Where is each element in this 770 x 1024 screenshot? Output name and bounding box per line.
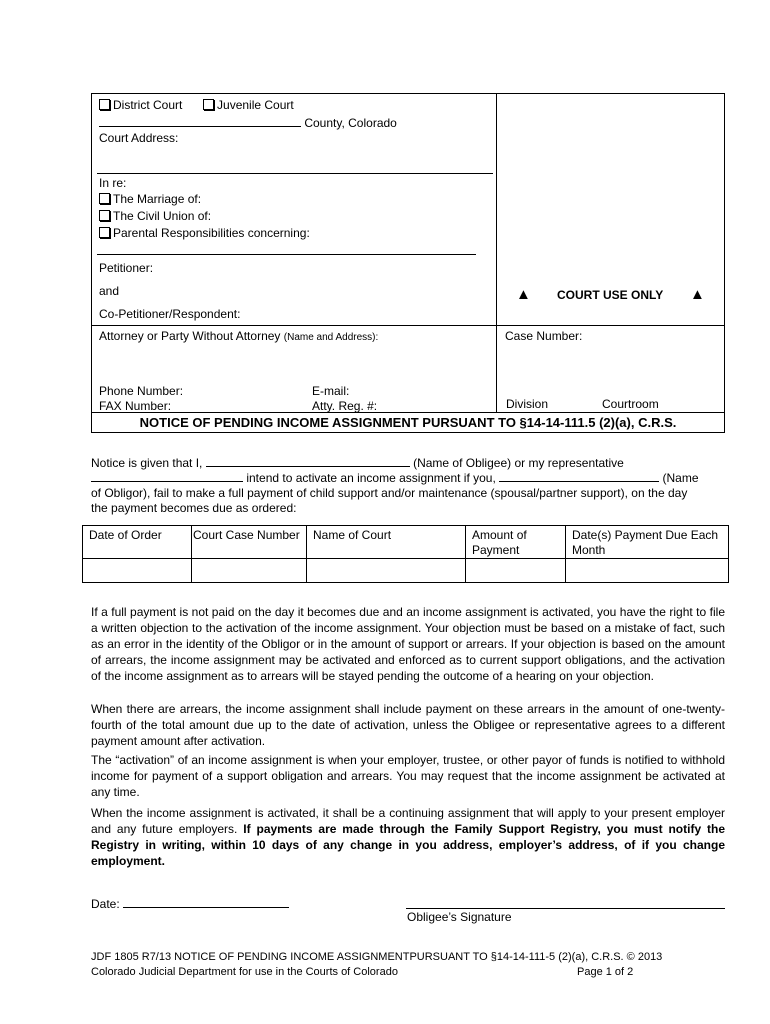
- county-label: County, Colorado: [304, 116, 397, 130]
- marriage-label: The Marriage of:: [113, 192, 202, 206]
- county-row: [99, 115, 397, 130]
- county-field[interactable]: [99, 115, 301, 127]
- court-address-underline: [97, 173, 493, 174]
- juvenile-court-label: Juvenile Court: [217, 98, 294, 112]
- cell-name-of-court[interactable]: [307, 559, 466, 583]
- civil-union-checkbox[interactable]: [99, 210, 110, 221]
- footer-page-number: Page 1 of 2: [577, 966, 634, 978]
- in-re-label: In re:: [99, 176, 127, 190]
- cell-payment-due[interactable]: [566, 559, 729, 583]
- civil-union-label: The Civil Union of:: [113, 209, 212, 223]
- activation-paragraph: The “activation” of an income assignment is when your employer, trustee, or other payor of funds is notified to withhold income for payment of a support obligation and arrears. You may request that the income assignment be activated at any time.: [91, 753, 725, 799]
- footer-department: Colorado Judicial Department for use in the Courts of Colorado: [91, 966, 398, 978]
- arrow-up-icon: ▲: [516, 286, 531, 303]
- notice-text-3: intend to activate an income assignment if you,: [246, 471, 496, 485]
- fax-label: FAX Number:: [99, 399, 172, 413]
- division-label: Division: [506, 397, 549, 411]
- atty-reg-label: Atty. Reg. #:: [312, 399, 378, 413]
- caption-right-border: [724, 93, 725, 433]
- court-address-label: Court Address:: [99, 131, 179, 145]
- cell-date-of-order[interactable]: [83, 559, 192, 583]
- footer-form-id: JDF 1805 R7/13 NOTICE OF PENDING INCOME ASSIGNMENTPURSUANT TO §14-14-111-5 (2)(a), C.R.S. © 2013: [91, 951, 663, 963]
- juvenile-court-checkbox[interactable]: [203, 99, 214, 110]
- header-court-case-number: Court Case Number: [192, 526, 307, 559]
- arrow-up-icon: ▲: [690, 286, 705, 303]
- attorney-label: Attorney or Party Without Attorney: [99, 329, 281, 343]
- registry-notice-text: If payments are made through the Family Support Registry, you must notify the Registry in writing, within 10 days of any change in you address, employer’s address, of if you change employment.: [91, 822, 726, 868]
- marriage-checkbox[interactable]: [99, 193, 110, 204]
- court-type-row: [99, 98, 294, 112]
- district-court-label: District Court: [113, 98, 183, 112]
- notice-line-2: [91, 470, 699, 486]
- table-row: [83, 559, 729, 583]
- civil-union-row: [99, 209, 211, 223]
- parties-underline: [97, 254, 476, 255]
- case-number-label: Case Number:: [505, 329, 583, 343]
- caption-row-line: [91, 325, 725, 326]
- court-use-only: COURT USE ONLY: [557, 288, 664, 302]
- petitioner-label: Petitioner:: [99, 261, 154, 275]
- caption-divider: [496, 93, 497, 412]
- notice-line-3: of Obligor), fail to make a full payment of child support and/or maintenance (spousal/partner support), on the day: [91, 486, 688, 500]
- objection-paragraph: If a full payment is not paid on the day it becomes due and an income assignment is activated, you have the right to file a written objection to the activation of the income assignment. Your objection must be based on a mistake of fact, such as an error in the identity of the Obligor or in the amount of support or arrears. If your objection is based on the amount of arrears, the income assignment may be activated and enforced as to current support obligations, and the activation of the income assignment as to arrears will be stayed pending the outcome of a hearing on your objection.: [91, 605, 725, 683]
- continuing-text: When the income assignment is activated, it shall be a continuing assignment that will apply to your present employer and any future employers.: [91, 806, 725, 836]
- attorney-row: [99, 329, 378, 343]
- marriage-row: [99, 192, 201, 206]
- phone-label: Phone Number:: [99, 384, 184, 398]
- notice-text-1: Notice is given that I,: [91, 456, 203, 470]
- document-title: NOTICE OF PENDING INCOME ASSIGNMENT PURSUANT TO §14-14-111.5 (2)(a), C.R.S.: [139, 415, 677, 430]
- district-court-checkbox[interactable]: [99, 99, 110, 110]
- caption-bottom-border: [91, 432, 725, 433]
- parental-row: [99, 226, 310, 240]
- caption-top-border: [91, 93, 725, 94]
- notice-line-4: the payment becomes due as ordered:: [91, 501, 297, 515]
- date-row: [91, 896, 289, 911]
- attorney-sub-label: (Name and Address):: [283, 332, 379, 343]
- obligee-name-field[interactable]: [206, 455, 410, 467]
- header-payment-due: Date(s) Payment Due Each Month: [566, 526, 729, 559]
- notice-text-4: (Name: [662, 471, 699, 485]
- cell-amount-of-payment[interactable]: [466, 559, 566, 583]
- parental-checkbox[interactable]: [99, 227, 110, 238]
- arrears-paragraph: When there are arrears, the income assignment shall include payment on these arrears in the amount of one-twenty-fourth of the total amount due up to the date of activation, unless the Obligee or representative agrees to a different payment amount after activation.: [91, 702, 725, 748]
- email-label: E-mail:: [312, 384, 350, 398]
- header-amount-of-payment: Amount of Payment: [466, 526, 566, 559]
- date-field[interactable]: [123, 896, 289, 908]
- header-date-of-order: Date of Order: [83, 526, 192, 559]
- notice-text-2: (Name of Obligee) or my representative: [413, 456, 624, 470]
- obligee-signature-label: Obligee’s Signature: [407, 910, 512, 924]
- notice-line-1: [91, 455, 624, 471]
- table-header-row: [83, 526, 729, 559]
- parental-label: Parental Responsibilities concerning:: [113, 226, 310, 240]
- cell-court-case-number[interactable]: [192, 559, 307, 583]
- signature-line[interactable]: [406, 908, 725, 909]
- co-petitioner-label: Co-Petitioner/Respondent:: [99, 307, 241, 321]
- continuing-paragraph: [91, 805, 725, 869]
- caption-left-border: [91, 93, 92, 433]
- header-name-of-court: Name of Court: [307, 526, 466, 559]
- date-label: Date:: [91, 897, 120, 911]
- representative-field[interactable]: [91, 470, 243, 482]
- caption-title-line: [91, 412, 725, 413]
- and-label: and: [99, 284, 120, 298]
- payment-table: [82, 525, 729, 583]
- obligor-name-field[interactable]: [499, 470, 659, 482]
- courtroom-label: Courtroom: [602, 397, 659, 411]
